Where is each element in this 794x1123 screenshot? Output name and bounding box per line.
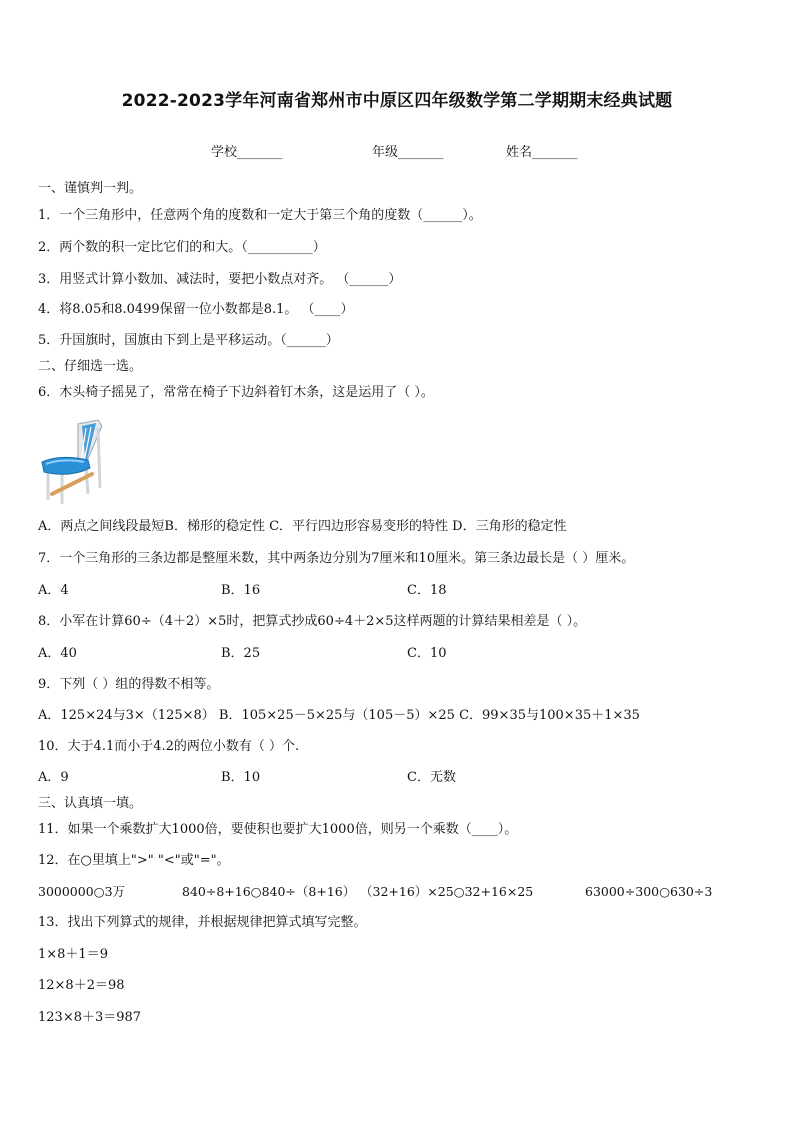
option-b[interactable]: B．16 — [221, 583, 261, 598]
question-5: 5．升国旗时，国旗由下到上是平移运动。（______） — [38, 333, 339, 348]
question-1: 1．一个三角形中，任意两个角的度数和一定大于第三个角的度数（______）。 — [38, 208, 482, 223]
grade-field[interactable]: 年级_______ — [372, 145, 444, 160]
question-11: 11．如果一个乘数扩大1000倍，要使积也要扩大1000倍，则另一个乘数（____）。 — [38, 822, 518, 837]
chair-with-brace-image — [40, 418, 106, 506]
question-2: 2．两个数的积一定比它们的和大。（__________） — [38, 240, 326, 255]
question-8-options — [38, 645, 758, 663]
question-8: 8．小军在计算60÷（4＋2）×5时，把算式抄成60÷4＋2×5这样两题的计算结果相差是（ ）。 — [38, 614, 587, 629]
option-a[interactable]: A．4 — [38, 583, 69, 598]
question-3: 3．用竖式计算小数加、减法时，要把小数点对齐。 （______） — [38, 272, 402, 287]
question-6-options: A．两点之间线段最短B．梯形的稳定性 C．平行四边形容易变形的特性 D．三角形的稳定性 — [38, 519, 567, 534]
section-heading-fill: 三、认真填一填。 — [38, 796, 143, 811]
option-c[interactable]: C．10 — [407, 646, 447, 661]
pattern-line-2: 12×8＋2＝98 — [38, 978, 125, 993]
option-b[interactable]: B．25 — [221, 646, 261, 661]
question-7: 7．一个三角形的三条边都是整厘米数，其中两条边分别为7厘米和10厘米。第三条边最长是（ ）厘米。 — [38, 551, 635, 566]
option-a[interactable]: A．9 — [38, 770, 69, 785]
option-a[interactable]: A．40 — [38, 646, 77, 661]
school-field[interactable]: 学校_______ — [211, 145, 283, 160]
exam-title: 2022-2023学年河南省郑州市中原区四年级数学第二学期期末经典试题 — [121, 91, 673, 111]
question-9-options: A．125×24与3×（125×8） B．105×25－5×25与（105－5）×25 C．99×35与100×35＋1×35 — [38, 708, 640, 723]
compare-expression-2[interactable]: 840÷8+16○840÷（8+16） — [182, 884, 356, 899]
pattern-line-3: 123×8＋3＝987 — [38, 1010, 142, 1025]
question-10: 10．大于4.1而小于4.2的两位小数有（ ）个. — [38, 739, 300, 754]
question-6: 6．木头椅子摇晃了，常常在椅子下边斜着钉木条，这是运用了（ ）。 — [38, 385, 434, 400]
section-heading-choose: 二、仔细选一选。 — [38, 359, 143, 374]
student-info-row — [0, 141, 794, 161]
question-4: 4．将8.05和8.0499保留一位小数都是8.1。 （____） — [38, 302, 354, 317]
question-12: 12．在○里填上">" "<"或"="。 — [38, 853, 230, 868]
pattern-line-1: 1×8＋1＝9 — [38, 947, 108, 962]
compare-expression-4[interactable]: 63000÷300○630÷3 — [585, 884, 713, 899]
question-10-options — [38, 769, 758, 787]
option-c[interactable]: C．18 — [407, 583, 447, 598]
question-13: 13．找出下列算式的规律，并根据规律把算式填写完整。 — [38, 915, 367, 930]
question-7-options — [38, 582, 758, 600]
question-12-expressions — [38, 883, 758, 901]
name-field[interactable]: 姓名_______ — [506, 145, 578, 160]
compare-expression-1[interactable]: 3000000○3万 — [38, 884, 126, 899]
compare-expression-3[interactable]: （32+16）×25○32+16×25 — [360, 884, 534, 899]
section-heading-judge: 一、谨慎判一判。 — [38, 181, 143, 196]
option-c[interactable]: C．无数 — [407, 770, 456, 785]
question-9: 9．下列（ ）组的得数不相等。 — [38, 677, 220, 692]
option-b[interactable]: B．10 — [221, 770, 261, 785]
